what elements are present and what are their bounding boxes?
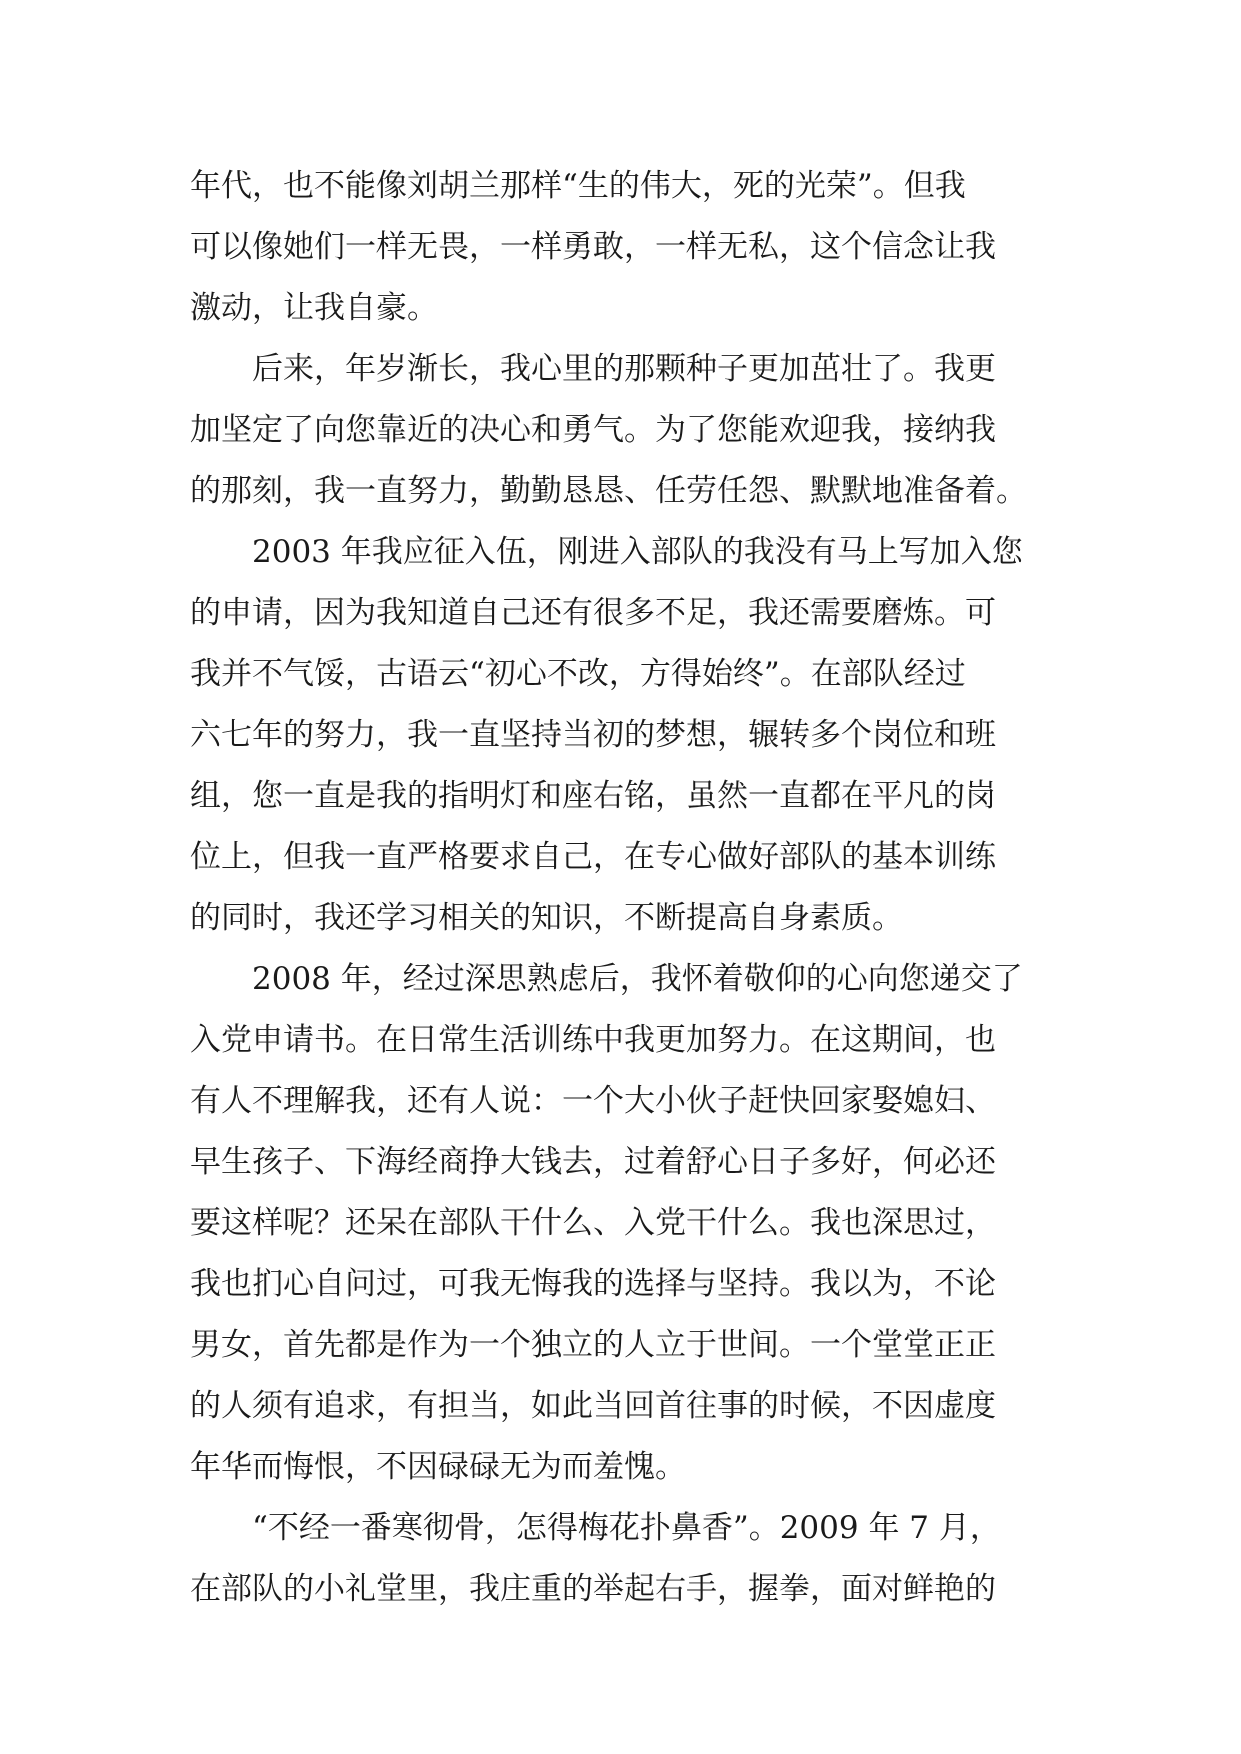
text-line: 的申请，因为我知道自己还有很多不足，我还需要磨炼。可: [190, 595, 996, 631]
text-line: 入党申请书。在日常生活训练中我更加努力。在这期间，也: [190, 1022, 996, 1058]
text-line: 有人不理解我，还有人说：一个大小伙子赶快回家娶媳妇、: [190, 1083, 996, 1119]
text-line: 男女，首先都是作为一个独立的人立于世间。一个堂堂正正: [190, 1327, 996, 1363]
text-line: 的那刻，我一直努力，勤勤恳恳、任劳任怨、默默地准备着。: [190, 473, 1027, 509]
paragraph-first-line: “不经一番寒彻骨，怎得梅花扑鼻香”。2009 年 7 月，: [252, 1510, 1001, 1546]
text-line: 年代，也不能像刘胡兰那样“生的伟大，死的光荣”。但我: [190, 168, 966, 204]
text-line: 在部队的小礼堂里，我庄重的举起右手，握拳，面对鲜艳的: [190, 1571, 996, 1607]
text-line: 年华而悔恨，不因碌碌无为而羞愧。: [190, 1449, 686, 1485]
body-text: [190, 156, 1060, 1620]
paragraph-first-line: 2003 年我应征入伍，刚进入部队的我没有马上写加入您: [252, 534, 1023, 570]
paragraph-first-line: 2008 年，经过深思熟虑后，我怀着敬仰的心向您递交了: [252, 961, 1023, 997]
text-line: 的同时，我还学习相关的知识，不断提高自身素质。: [190, 900, 903, 936]
text-line: 早生孩子、下海经商挣大钱去，过着舒心日子多好，何必还: [190, 1144, 996, 1180]
text-line: 可以像她们一样无畏，一样勇敢，一样无私，这个信念让我: [190, 229, 996, 265]
text-line: 我也扪心自问过，可我无悔我的选择与坚持。我以为，不论: [190, 1266, 996, 1302]
text-line: 激动，让我自豪。: [190, 290, 438, 326]
text-line: 六七年的努力，我一直坚持当初的梦想，辗转多个岗位和班: [190, 717, 996, 753]
text-line: 我并不气馁，古语云“初心不改，方得始终”。在部队经过: [190, 656, 966, 692]
paragraph-first-line: 后来，年岁渐长，我心里的那颗种子更加茁壮了。我更: [252, 351, 996, 387]
text-line: 的人须有追求，有担当，如此当回首往事的时候，不因虚度: [190, 1388, 996, 1424]
text-line: 要这样呢？还呆在部队干什么、入党干什么。我也深思过，: [190, 1205, 996, 1241]
text-line: 组，您一直是我的指明灯和座右铭，虽然一直都在平凡的岗: [190, 778, 996, 814]
text-line: 位上，但我一直严格要求自己，在专心做好部队的基本训练: [190, 839, 996, 875]
text-line: 加坚定了向您靠近的决心和勇气。为了您能欢迎我，接纳我: [190, 412, 996, 448]
